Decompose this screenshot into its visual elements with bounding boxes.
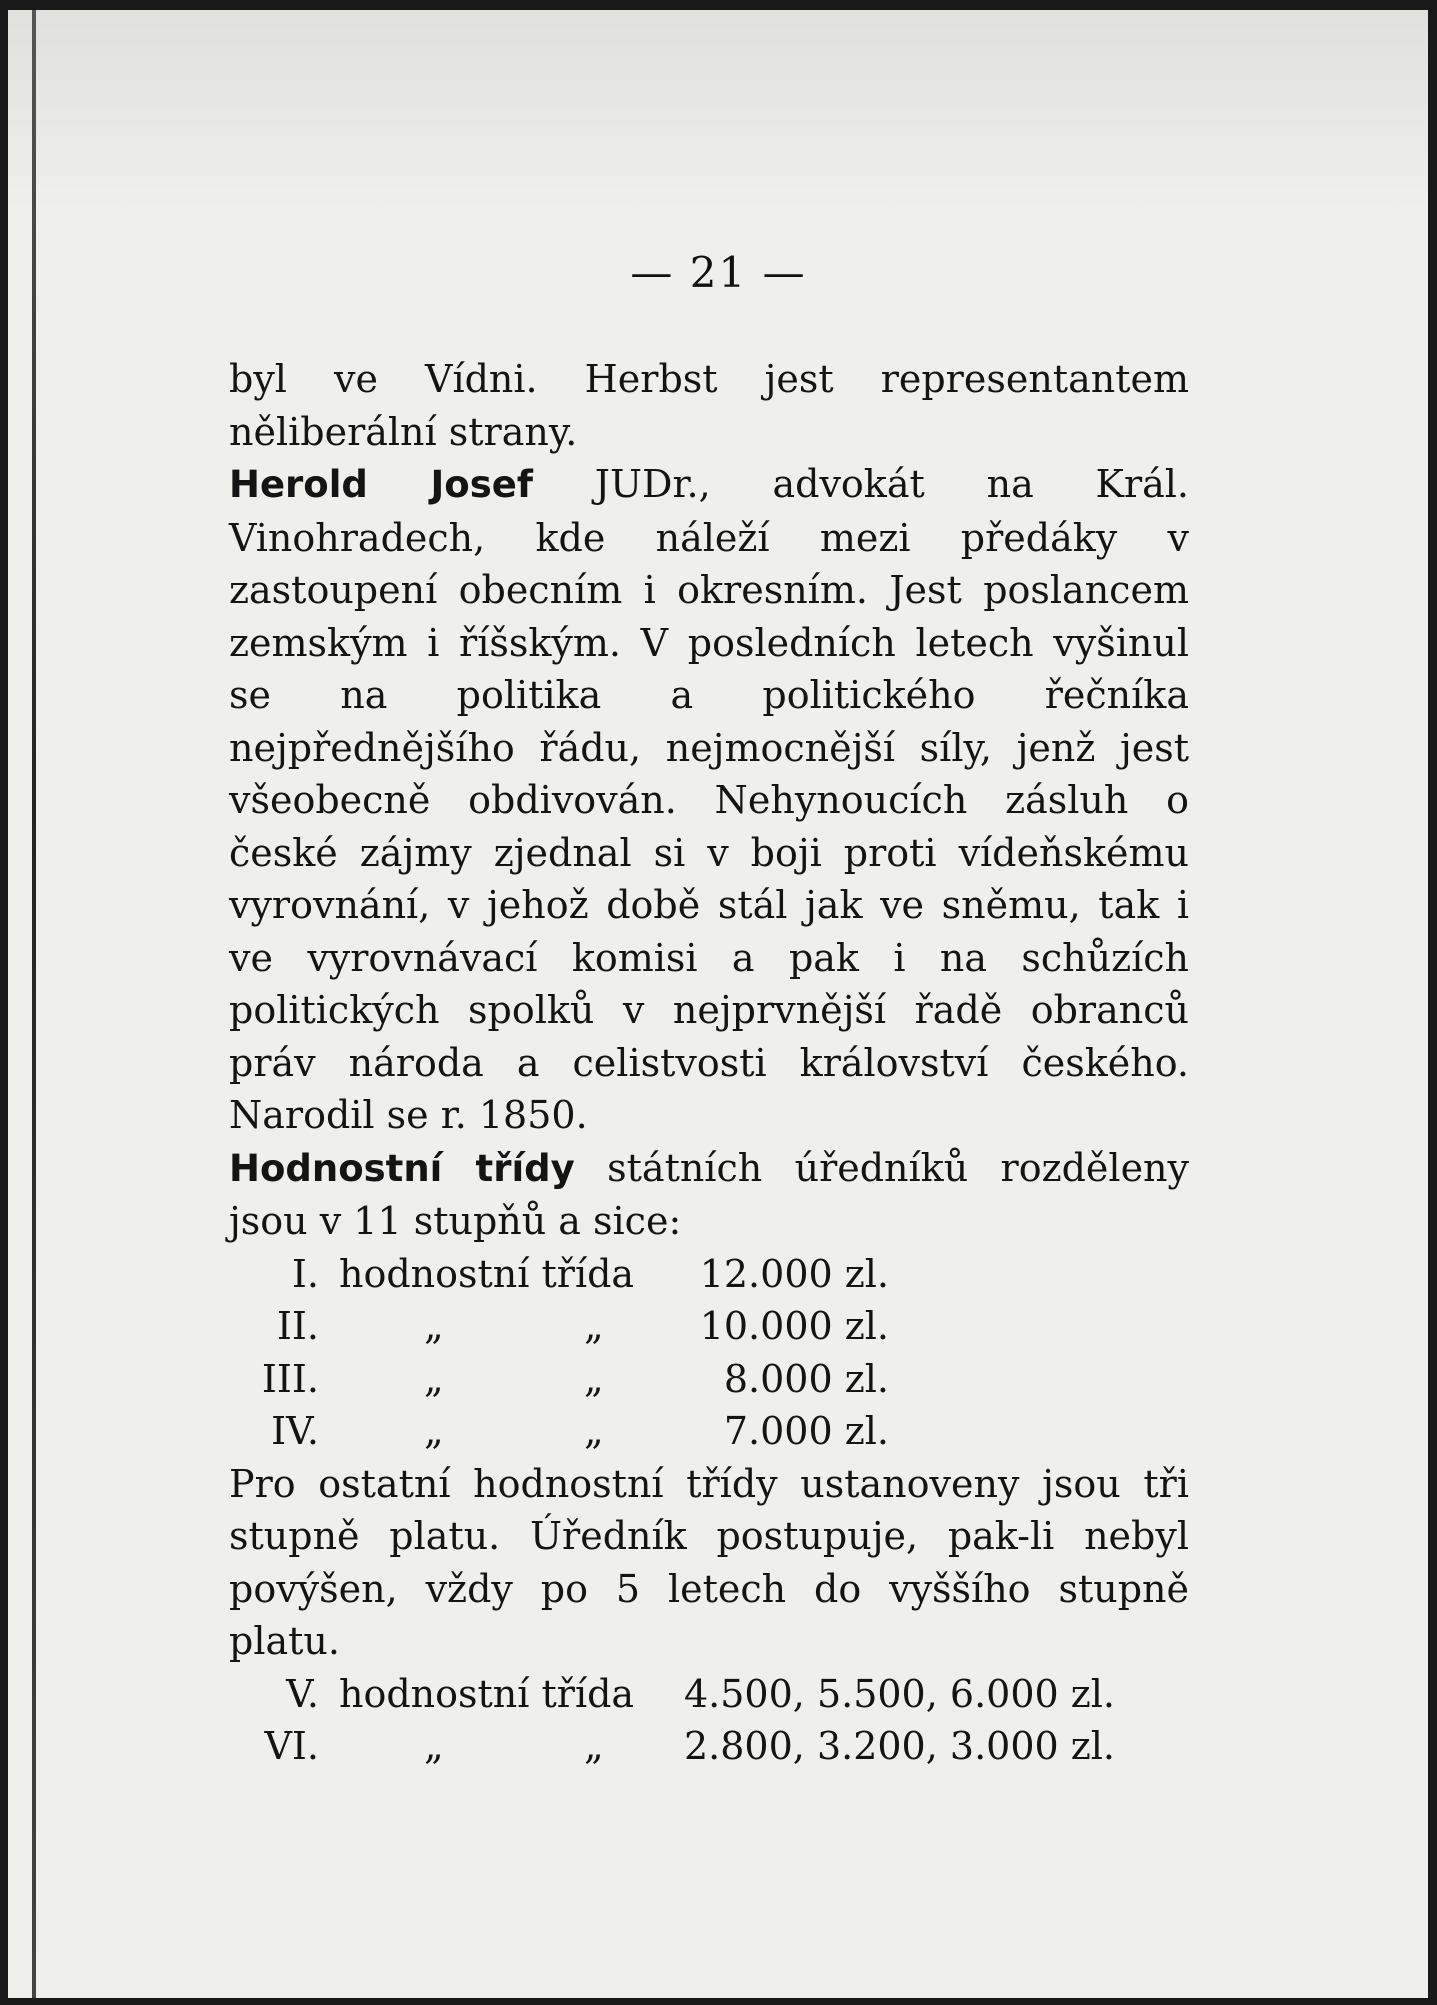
entry-heading-hodnostni: Hodnostní třídy: [229, 1146, 575, 1190]
class-roman: VI.: [264, 1724, 319, 1768]
table-row: [229, 1300, 1189, 1353]
ditto-mark: „: [424, 1409, 444, 1453]
class-label: hodnostní třída: [339, 1671, 635, 1716]
entry-heading-herold: Herold Josef: [229, 463, 533, 506]
entry-herold-josef: [229, 458, 1189, 1142]
table-row: [229, 1353, 1189, 1406]
entry-text-hodnostni: státních úředníků rozděleny jsou v 11 stupňů a sice:: [229, 1145, 1189, 1243]
class-label: hodnostní třída: [339, 1251, 635, 1296]
class-roman: V.: [286, 1671, 319, 1716]
entry-text-herold: JUDr., advokát na Král. Vinohradech, kde náleží mezi předáky v zastoupení obecním i okresním. Jest poslancem zemským i říšským. V posledních letech vyšinul se na politika a politického řečníka nejpřednějšího řádu, nejmocnější síly, jenž jest všeobecně obdivován. Nehynoucích zásluh o české zájmy zjednal si v boji proti vídeňskému vyrovnání, v jehož době stál jak ve sněmu, tak i ve vyrovnávací komisi a pak i na schůzích politických spolků v nejprvnější řadě obranců práv národa a celistvosti království českého. Narodil se r. 1850.: [229, 462, 1189, 1137]
page-number: — 21 —: [630, 248, 807, 297]
ditto-mark: „: [424, 1724, 444, 1768]
table-row: [229, 1720, 1189, 1773]
class-roman: I.: [291, 1251, 319, 1296]
ditto-mark: „: [584, 1409, 604, 1453]
ditto-mark: „: [424, 1304, 444, 1348]
entry-hodnostni-tridy: [229, 1142, 1189, 1248]
page-spine-shadow: [32, 10, 36, 1998]
ditto-mark: „: [424, 1356, 444, 1401]
paragraph-ostatni-tridy: Pro ostatní hodnostní třídy ustanoveny jsou tři stupně platu. Úředník postupuje, pak-li nebyl povýšen, vždy po 5 letech do vyššího stupně platu.: [229, 1461, 1189, 1663]
class-amount: 7.000 zl.: [723, 1409, 889, 1453]
class-amount: 8.000 zl.: [723, 1356, 889, 1401]
ditto-mark: „: [584, 1356, 604, 1401]
table-row: [229, 1405, 1189, 1458]
salary-table-1: [229, 1248, 1189, 1458]
ditto-mark: „: [584, 1304, 604, 1348]
class-roman: IV.: [271, 1409, 319, 1453]
class-amount: 12.000 zl.: [699, 1251, 889, 1296]
paragraph-herbst-end: byl ve Vídni. Herbst jest representantem něliberální strany.: [229, 357, 1189, 454]
page-body: [229, 353, 1189, 1773]
salary-table-2: [229, 1668, 1189, 1773]
table-row: [229, 1668, 1189, 1721]
class-amount: 4.500, 5.500, 6.000 zl.: [684, 1671, 1116, 1716]
class-roman: III.: [261, 1356, 319, 1401]
ditto-mark: „: [584, 1724, 604, 1768]
table-row: [229, 1248, 1189, 1301]
class-amount: 10.000 zl.: [699, 1304, 889, 1348]
class-roman: II.: [276, 1304, 319, 1348]
class-amount: 2.800, 3.200, 3.000 zl.: [684, 1724, 1116, 1768]
